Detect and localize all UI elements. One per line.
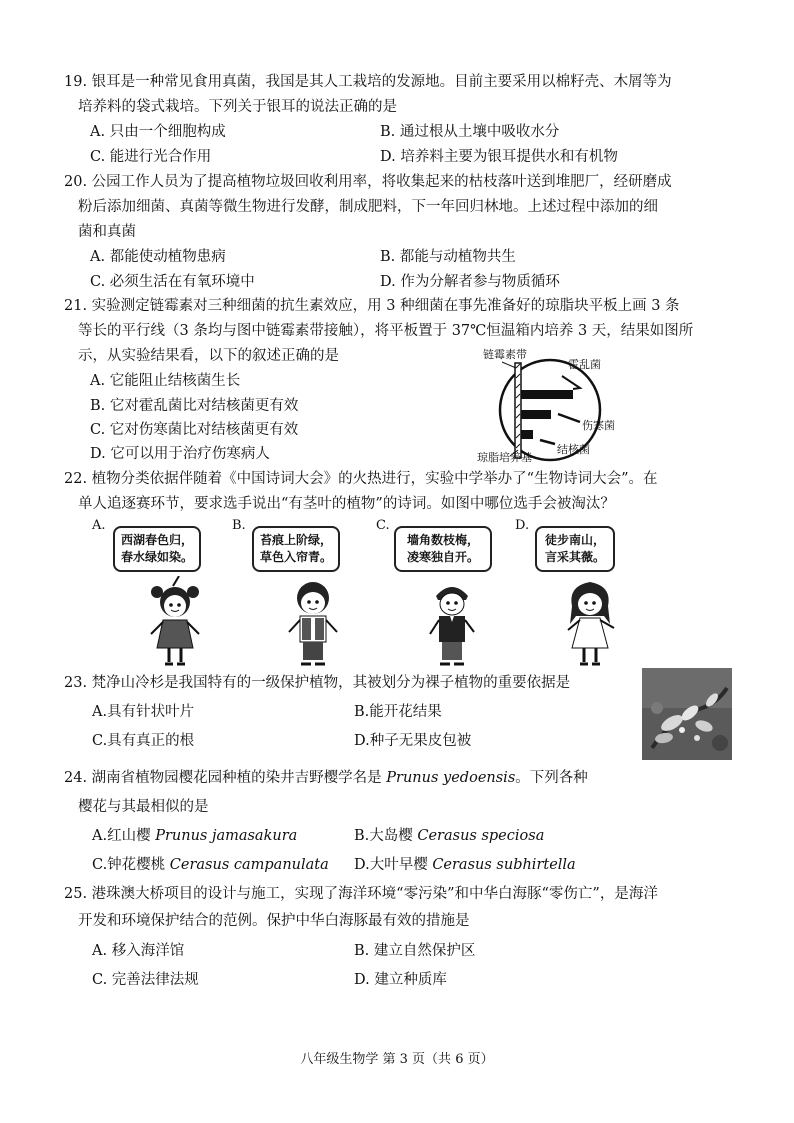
label-typhoid: 伤寒菌 xyxy=(582,419,615,432)
q24-stem-end: 。下列各种 xyxy=(515,770,588,786)
q24-option-c xyxy=(92,855,329,875)
q24-stem-text: 24. 湖南省植物园樱花园种植的染井吉野樱学名是 xyxy=(64,770,387,786)
q22-speech-bubble-d xyxy=(535,526,615,572)
q20-option-c: C. 必须生活在有氧环境中 xyxy=(90,274,255,290)
q22-d-poem-line1: 徒步南山， xyxy=(544,533,605,547)
q22-b-poem-line1: 苔痕上阶绿， xyxy=(259,533,332,547)
q22-speech-bubble-b xyxy=(252,526,340,572)
q24-option-d xyxy=(354,855,576,875)
label-streptomycin-band: 链霉素带 xyxy=(483,348,527,361)
label-cholera: 霍乱菌 xyxy=(568,358,601,371)
q23-stem-line1: 23. 梵净山冷杉是我国特有的一级保护植物，其被划分为裸子植物的重要依据是 xyxy=(64,675,571,691)
streptomycin-leader xyxy=(502,362,516,368)
q21-option-b: B. 它对霍乱菌比对结核菌更有效 xyxy=(90,398,299,414)
q25-option-c: C. 完善法律法规 xyxy=(92,972,199,988)
q22-stem-line1: 22. 植物分类依据伴随着《中国诗词大会》的火热进行，实验中学举办了“生物诗词大会”。在 xyxy=(64,471,658,487)
q19-option-c: C. 能进行光合作用 xyxy=(90,149,212,165)
q20-stem-line3: 菌和真菌 xyxy=(78,224,136,240)
q24-a-common: A.红山樱 xyxy=(92,828,156,844)
q21-option-a: A. 它能阻止结核菌生长 xyxy=(90,373,241,389)
tb-streak xyxy=(521,430,533,439)
girl-contestant-d-icon xyxy=(560,576,622,668)
q24-d-common: D.大叶早樱 xyxy=(354,857,433,873)
q22-option-c-letter: C. xyxy=(376,518,390,533)
q19-option-b: B. 通过根从土壤中吸收水分 xyxy=(380,124,560,140)
q20-option-b: B. 都能与动植物共生 xyxy=(380,249,516,265)
q24-a-scientific: Prunus jamasakura xyxy=(155,828,298,844)
q22-speech-bubble-c xyxy=(394,526,492,572)
q20-option-d: D. 作为分解者参与物质循环 xyxy=(380,274,560,290)
girl-contestant-a-icon xyxy=(145,576,205,668)
q22-d-poem-line2: 言采其薇。 xyxy=(544,550,605,564)
q24-option-a xyxy=(92,826,297,846)
q22-c-poem-line1: 墙角数枝梅， xyxy=(406,533,479,547)
q21-option-d: D. 它可以用于治疗伤寒病人 xyxy=(90,446,270,462)
cholera-streak xyxy=(521,390,573,399)
label-agar-medium: 琼脂培养基 xyxy=(477,451,532,464)
q24-scientific-name: Prunus yedoensis xyxy=(386,770,516,786)
q19-option-a: A. 只由一个细胞构成 xyxy=(90,124,226,140)
page-footer: 八年级生物学 第 3 页（共 6 页） xyxy=(300,1052,494,1067)
q21-option-c: C. 它对伤寒菌比对结核菌更有效 xyxy=(90,422,299,438)
q25-stem-line1: 25. 港珠澳大桥项目的设计与施工，实现了海洋环境“零污染”和中华白海豚“零伤亡”，是海洋 xyxy=(64,886,658,902)
q24-d-scientific: Cerasus subhirtella xyxy=(432,857,576,873)
streptomycin-band xyxy=(515,363,521,458)
q21-stem-line3: 示，从实验结果看，以下的叙述正确的是 xyxy=(78,348,339,364)
q22-a-poem-line1: 西湖春色归， xyxy=(120,533,193,547)
q23-option-d: D.种子无果皮包被 xyxy=(354,733,472,749)
q19-stem-line2: 培养料的袋式栽培。下列关于银耳的说法正确的是 xyxy=(78,99,397,115)
q19-stem-line1: 19. 银耳是一种常见食用真菌，我国是其人工栽培的发源地。目前主要采用以棉籽壳、木屑等为 xyxy=(64,74,672,90)
q23-option-a: A.具有针状叶片 xyxy=(92,704,195,720)
fir-tree-photo xyxy=(642,668,732,760)
q21-stem-line1: 21. 实验测定链霉素对三种细菌的抗生素效应，用 3 种细菌在事先准备好的琼脂块平板上画 3 条 xyxy=(64,298,680,314)
boy-contestant-b-icon xyxy=(283,578,343,668)
q25-option-b: B. 建立自然保护区 xyxy=(354,943,476,959)
q22-b-poem-line2: 草色入帘青。 xyxy=(259,550,332,564)
typhoid-streak xyxy=(521,410,551,419)
q22-c-poem-line2: 凌寒独自开。 xyxy=(406,550,479,564)
q21-stem-line2: 等长的平行线（3 条均与图中链霉素带接触），将平板置于 37℃恒温箱内培养 3 天，结果如图所 xyxy=(78,323,694,339)
q22-speech-bubble-a xyxy=(113,526,201,572)
q22-option-d-letter: D. xyxy=(515,518,530,533)
q24-c-common: C.钟花樱桃 xyxy=(92,857,170,873)
q24-stem-line2: 樱花与其最相似的是 xyxy=(78,799,209,815)
agar-plate-diagram xyxy=(470,348,640,468)
q24-b-scientific: Cerasus speciosa xyxy=(417,828,545,844)
q20-option-a: A. 都能使动植物患病 xyxy=(90,249,226,265)
q24-b-common: B.大岛樱 xyxy=(354,828,418,844)
q25-option-d: D. 建立种质库 xyxy=(354,972,447,988)
q24-option-b xyxy=(354,826,544,846)
q22-option-b-letter: B. xyxy=(232,518,246,533)
q22-option-a-letter: A. xyxy=(92,518,106,533)
q25-option-a: A. 移入海洋馆 xyxy=(92,943,185,959)
q25-stem-line2: 开发和环境保护结合的范例。保护中华白海豚最有效的措施是 xyxy=(78,913,470,929)
q24-c-scientific: Cerasus campanulata xyxy=(169,857,329,873)
q24-stem-line1 xyxy=(64,768,588,788)
q19-option-d: D. 培养料主要为银耳提供水和有机物 xyxy=(380,149,618,165)
label-tuberculosis: 结核菌 xyxy=(557,443,590,456)
boy-contestant-c-icon xyxy=(422,578,482,668)
q23-option-b: B.能开花结果 xyxy=(354,704,442,720)
q22-a-poem-line2: 春水绿如染。 xyxy=(120,550,193,564)
q23-option-c: C.具有真正的根 xyxy=(92,733,195,749)
q20-stem-line2: 粉后添加细菌、真菌等微生物进行发酵，制成肥料，下一年回归林地。上述过程中添加的细 xyxy=(78,199,658,215)
q20-stem-line1: 20. 公园工作人员为了提高植物垃圾回收利用率，将收集起来的枯枝落叶送到堆肥厂，经研磨成 xyxy=(64,174,672,190)
q22-stem-line2: 单人追逐赛环节，要求选手说出“有茎叶的植物”的诗词。如图中哪位选手会被淘汰？ xyxy=(78,496,615,512)
